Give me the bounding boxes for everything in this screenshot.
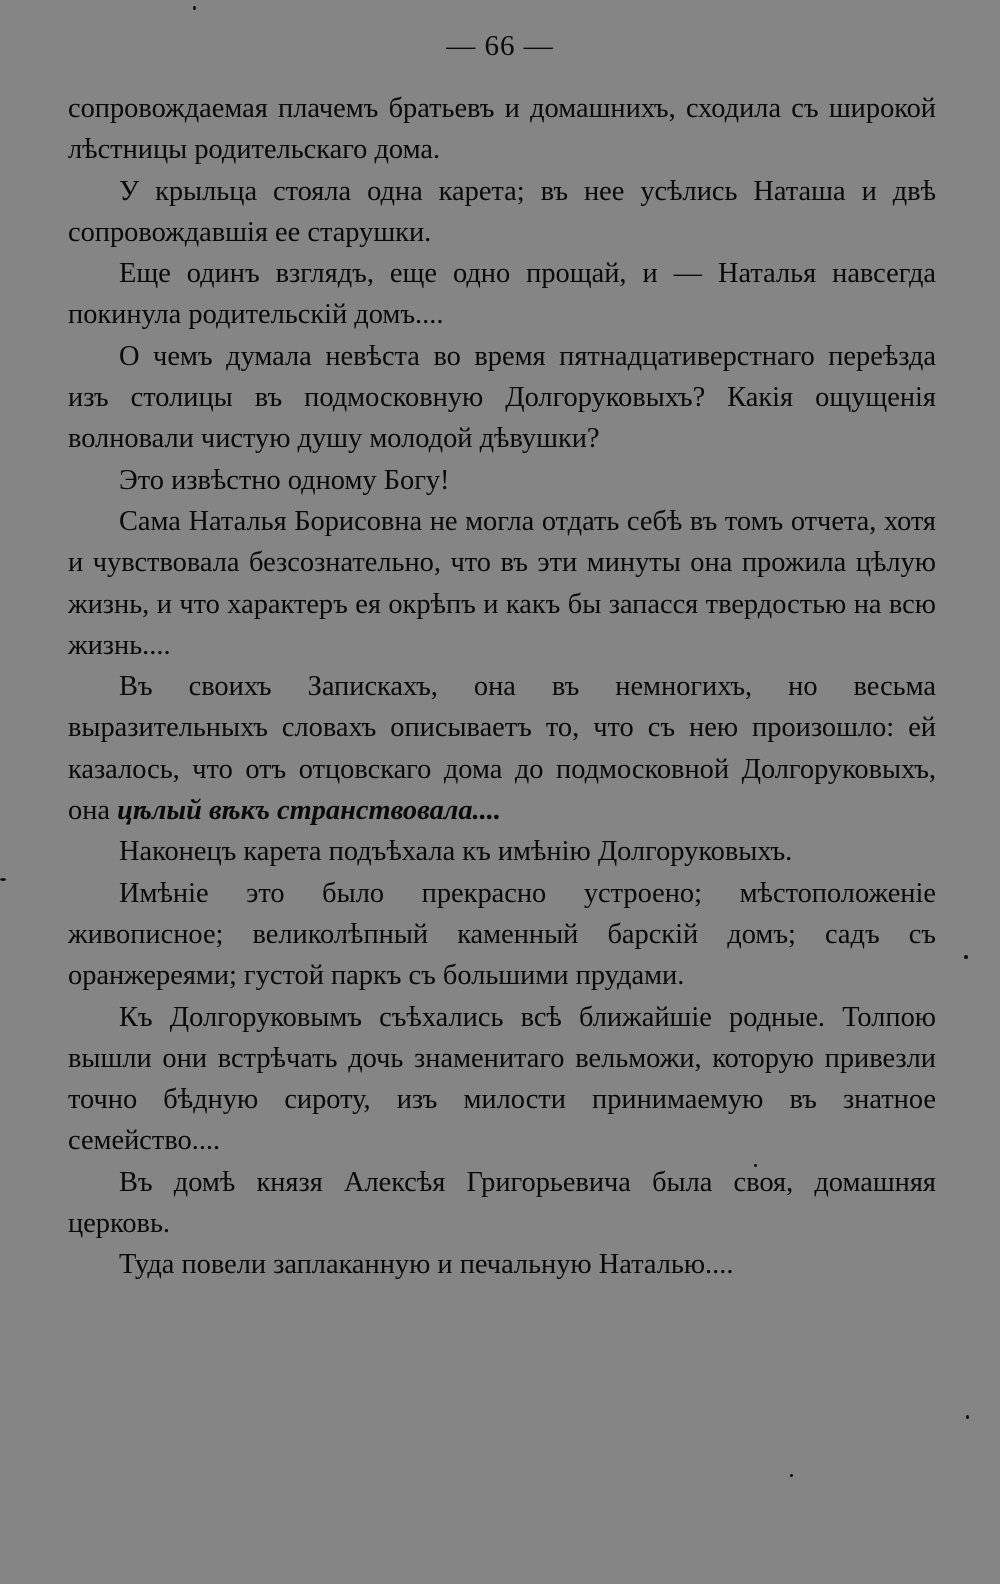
paragraph-final: Туда повели заплаканную и печальную Наталью.... [119,1249,734,1281]
paragraph-estate: Имѣніе это было прекрасно устроено; мѣстоположеніе живописное; великолѣпный каменный барскій домъ; садъ съ оранжереями; густой паркъ съ большими прудами. [68,877,936,992]
paragraph-known-to-god: Это извѣстно одному Богу! [119,464,450,496]
scan-speck [964,955,968,959]
scan-speck [0,878,6,881]
emphasized-quote: цѣлый вѣкъ странствовала.... [117,795,501,827]
paragraph-church: Въ домѣ князя Алексѣя Григорьевича была своя, домашняя церковь. [68,1166,936,1240]
page-number: — 66 — [446,30,554,62]
paragraph-memoirs-text: Въ своихъ Запискахъ, она въ немногихъ, но весьма выразительныхъ словахъ описываетъ то, что съ нею произошло: ей казалось, что отъ отцовскаго дома до подмосковной Долгоруковыхъ, она [68,671,936,827]
paragraph-relatives: Къ Долгоруковымъ съѣхались всѣ ближайшіе родные. Толпою вышли они встрѣчать дочь знаменитаго вельможи, которую привезли точно бѣдную сироту, изъ милости принимаемую въ знатное семейство.... [68,1001,936,1157]
scan-speck [754,1164,757,1167]
paragraph-carriage: У крыльца стояла одна карета; въ нее усѣлись Наташа и двѣ сопровождавшія ее старушки. [68,175,936,248]
scan-speck [966,1415,969,1419]
paragraph-journey-question: О чемъ думала невѣста во время пятнадцативерстнаго переѣзда изъ столицы въ подмосковную Долгоруковыхъ? Какія ощущенія волновали чистую душу молодой дѣвушки? [68,340,936,455]
paragraph-memoirs [68,666,936,831]
paragraph-farewell: Еще одинъ взглядъ, еще одно прощай, и — Наталья навсегда покинула родительскій домъ.... [68,258,936,331]
scan-speck [790,1474,793,1477]
paragraph-continuation: сопровождаемая плачемъ братьевъ и домашнихъ, сходила съ широкой лѣстницы родительскаго дома. [68,93,936,166]
page-text [68,88,936,1286]
paragraph-arrival: Наконецъ карета подъѣхала къ имѣнію Долгоруковыхъ. [119,836,793,868]
scan-speck [193,6,196,10]
paragraph-character: Сама Наталья Борисовна не могла отдать себѣ въ томъ отчета, хотя и чувствовала безсознательно, что въ эти минуты она прожила цѣлую жизнь, и что характеръ ея окрѣпъ и какъ бы запасся твердостью на всю жизнь.... [68,505,936,661]
